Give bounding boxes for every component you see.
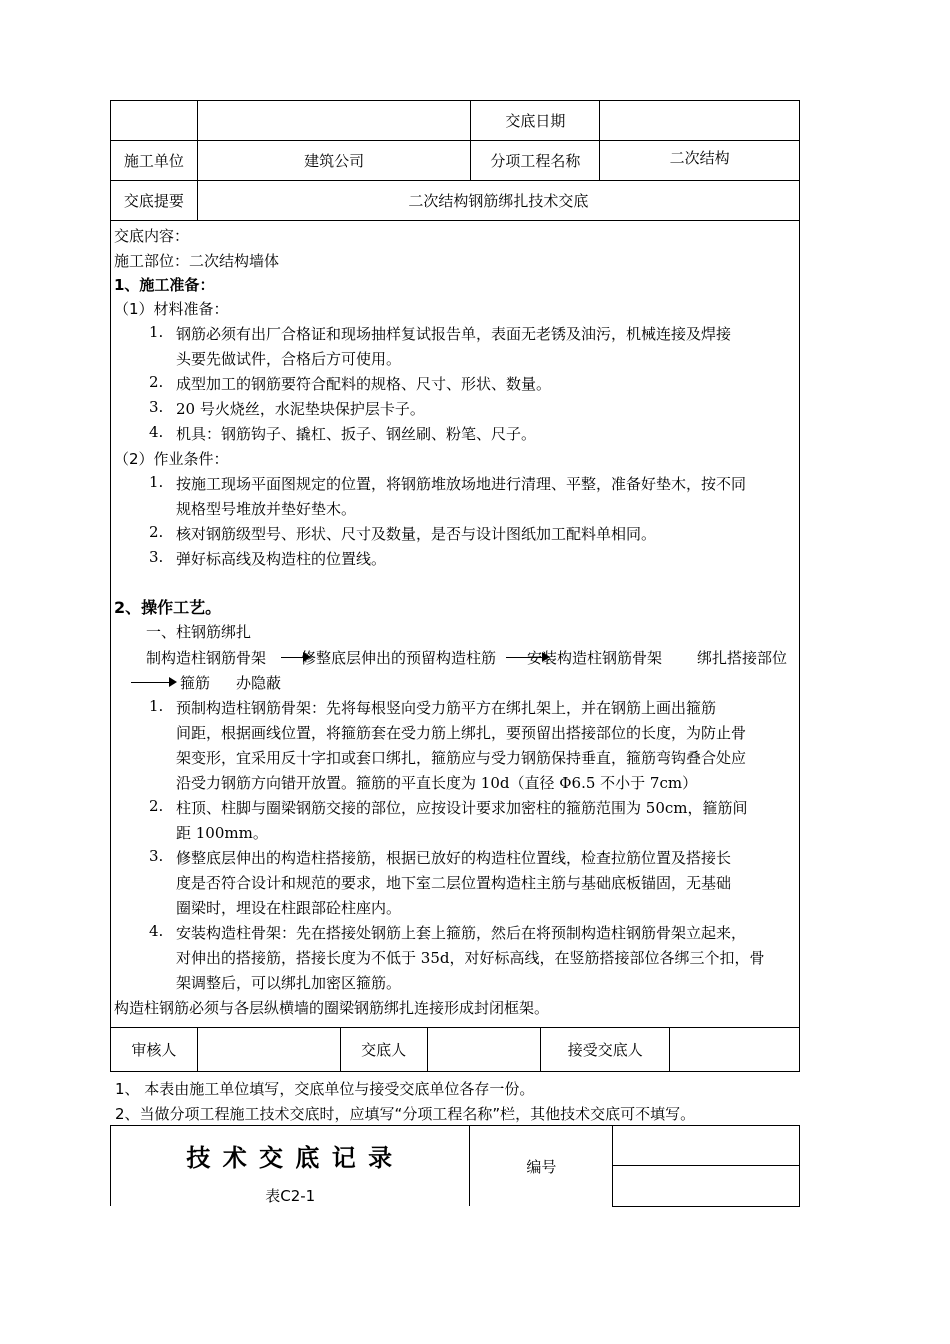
sub1-title: （1）材料准备： bbox=[114, 300, 229, 318]
list-item: 头要先做试件，合格后方可使用。 bbox=[176, 350, 402, 368]
section2-title: 2、操作工艺。 bbox=[114, 598, 222, 617]
label-reviewer: 审核人 bbox=[111, 1028, 198, 1072]
reviewer-signature[interactable] bbox=[197, 1028, 340, 1072]
list-item: 规格型号堆放并垫好垫木。 bbox=[176, 500, 357, 518]
item-number: 1. bbox=[149, 697, 164, 715]
list-item: 弹好标高线及构造柱的位置线。 bbox=[176, 550, 387, 568]
form-number: 表C2-1 bbox=[265, 1187, 316, 1205]
flow-step: 安装构造柱钢筋骨架 bbox=[527, 649, 663, 667]
list-item: 预制构造柱钢筋骨架：先将每根竖向受力筋平方在绑扎架上，并在钢筋上画出箍筋 bbox=[176, 699, 717, 717]
list-item: 安装构造柱骨架：先在搭接处钢筋上套上箍筋，然后在将预制构造柱钢筋骨架立起来， bbox=[176, 924, 747, 942]
list-item: 架变形，宜采用反十字扣或套口绑扎，箍筋应与受力钢筋保持垂直，箍筋弯钩叠合处应 bbox=[176, 749, 747, 767]
list-item: 柱顶、柱脚与圈梁钢筋交接的部位，应按设计要求加密柱的箍筋范围为 50cm，箍筋间 bbox=[176, 799, 748, 817]
item-number: 3. bbox=[149, 398, 164, 416]
blank-cell bbox=[197, 101, 471, 141]
list-item: 成型加工的钢筋要符合配料的规格、尺寸、形状、数量。 bbox=[176, 375, 552, 393]
list-item: 间距，根据画线位置，将箍筋套在受力筋上绑扎，要预留出搭接部位的长度，为防止骨 bbox=[176, 724, 747, 742]
label-unit: 施工单位 bbox=[111, 141, 198, 181]
flow-step: 制构造柱钢筋骨架 bbox=[146, 649, 267, 667]
project-value: 二次结构 bbox=[600, 141, 800, 181]
list-item: 度是否符合设计和规范的要求，地下室二层位置构造柱主筋与基础底板锚固，无基础 bbox=[176, 874, 732, 892]
discloser-signature[interactable] bbox=[427, 1028, 541, 1072]
content-heading: 交底内容： bbox=[114, 227, 190, 245]
unit-value: 建筑公司 bbox=[197, 141, 471, 181]
receiver-signature[interactable] bbox=[670, 1028, 800, 1072]
item-number: 1. bbox=[149, 323, 164, 341]
label-project: 分项工程名称 bbox=[471, 141, 600, 181]
label-discloser: 交底人 bbox=[340, 1028, 427, 1072]
label-number: 编号 bbox=[470, 1126, 613, 1207]
list-item: 钢筋必须有出厂合格证和现场抽样复试报告单，表面无老锈及油污，机械连接及焊接 bbox=[176, 325, 732, 343]
sub2-title: （2）作业条件： bbox=[114, 450, 229, 468]
content-cell bbox=[111, 221, 800, 1028]
label-date: 交底日期 bbox=[471, 101, 600, 141]
closing-line: 构造柱钢筋必须与各层纵横墙的圈梁钢筋绑扎连接形成封闭框架。 bbox=[114, 999, 550, 1017]
disclosure-table bbox=[110, 100, 800, 1072]
flow-step: 修整底层伸出的预留构造柱筋 bbox=[301, 649, 497, 667]
flow-step: 箍筋 bbox=[180, 674, 211, 692]
number-value-2[interactable] bbox=[613, 1166, 800, 1206]
section1-title: 1、施工准备： bbox=[114, 276, 215, 294]
blank-cell bbox=[111, 101, 198, 141]
item-number: 4. bbox=[149, 922, 164, 940]
list-item: 架调整后，可以绑扎加密区箍筋。 bbox=[176, 974, 402, 992]
item-number: 3. bbox=[149, 548, 164, 566]
title-cell bbox=[111, 1126, 470, 1207]
list-item: 沿受力钢筋方向错开放置。箍筋的平直长度为 10d（直径 Φ6.5 不小于 7cm） bbox=[176, 774, 698, 792]
flow-step: 办隐蔽 bbox=[236, 674, 282, 692]
date-value[interactable] bbox=[600, 101, 800, 141]
label-receiver: 接受交底人 bbox=[541, 1028, 670, 1072]
item-number: 2. bbox=[149, 797, 164, 815]
list-item: 距 100mm。 bbox=[176, 824, 268, 842]
item-number: 3. bbox=[149, 847, 164, 865]
section2-subtitle: 一、柱钢筋绑扎 bbox=[146, 623, 252, 641]
form-title: 技 术 交 底 记 录 bbox=[186, 1144, 395, 1172]
site-line: 施工部位：二次结构墙体 bbox=[114, 252, 280, 270]
list-item: 核对钢筋级型号、形状、尺寸及数量，是否与设计图纸加工配料单相同。 bbox=[176, 525, 657, 543]
note-2: 2、当做分项工程施工技术交底时，应填写“分项工程名称”栏，其他技术交底可不填写。 bbox=[115, 1105, 696, 1123]
label-summary: 交底提要 bbox=[111, 181, 198, 221]
list-item: 按施工现场平面图规定的位置，将钢筋堆放场地进行清理、平整，准备好垫木，按不同 bbox=[176, 475, 747, 493]
item-number: 2. bbox=[149, 373, 164, 391]
list-item: 修整底层伸出的构造柱搭接筋，根据已放好的构造柱位置线，检查拉筋位置及搭接长 bbox=[176, 849, 732, 867]
summary-value: 二次结构钢筋绑扎技术交底 bbox=[197, 181, 799, 221]
note-1: 1、 本表由施工单位填写，交底单位与接受交底单位各存一份。 bbox=[115, 1080, 535, 1098]
list-item: 20 号火烧丝，水泥垫块保护层卡子。 bbox=[176, 400, 425, 418]
list-item: 圈梁时，埋设在柱跟部砼柱座内。 bbox=[176, 899, 402, 917]
list-item: 机具：钢筋钩子、撬杠、扳子、钢丝刷、粉笔、尺子。 bbox=[176, 425, 537, 443]
item-number: 2. bbox=[149, 523, 164, 541]
flow-arrow bbox=[131, 682, 171, 683]
arrow-head-icon bbox=[169, 677, 177, 687]
form-title-table bbox=[110, 1125, 800, 1207]
list-item: 对伸出的搭接筋，搭接长度为不低于 35d，对好标高线，在竖筋搭接部位各绑三个扣，骨 bbox=[176, 949, 765, 967]
flow-step: 绑扎搭接部位 bbox=[697, 649, 788, 667]
number-value[interactable] bbox=[613, 1126, 800, 1166]
item-number: 1. bbox=[149, 473, 164, 491]
item-number: 4. bbox=[149, 423, 164, 441]
